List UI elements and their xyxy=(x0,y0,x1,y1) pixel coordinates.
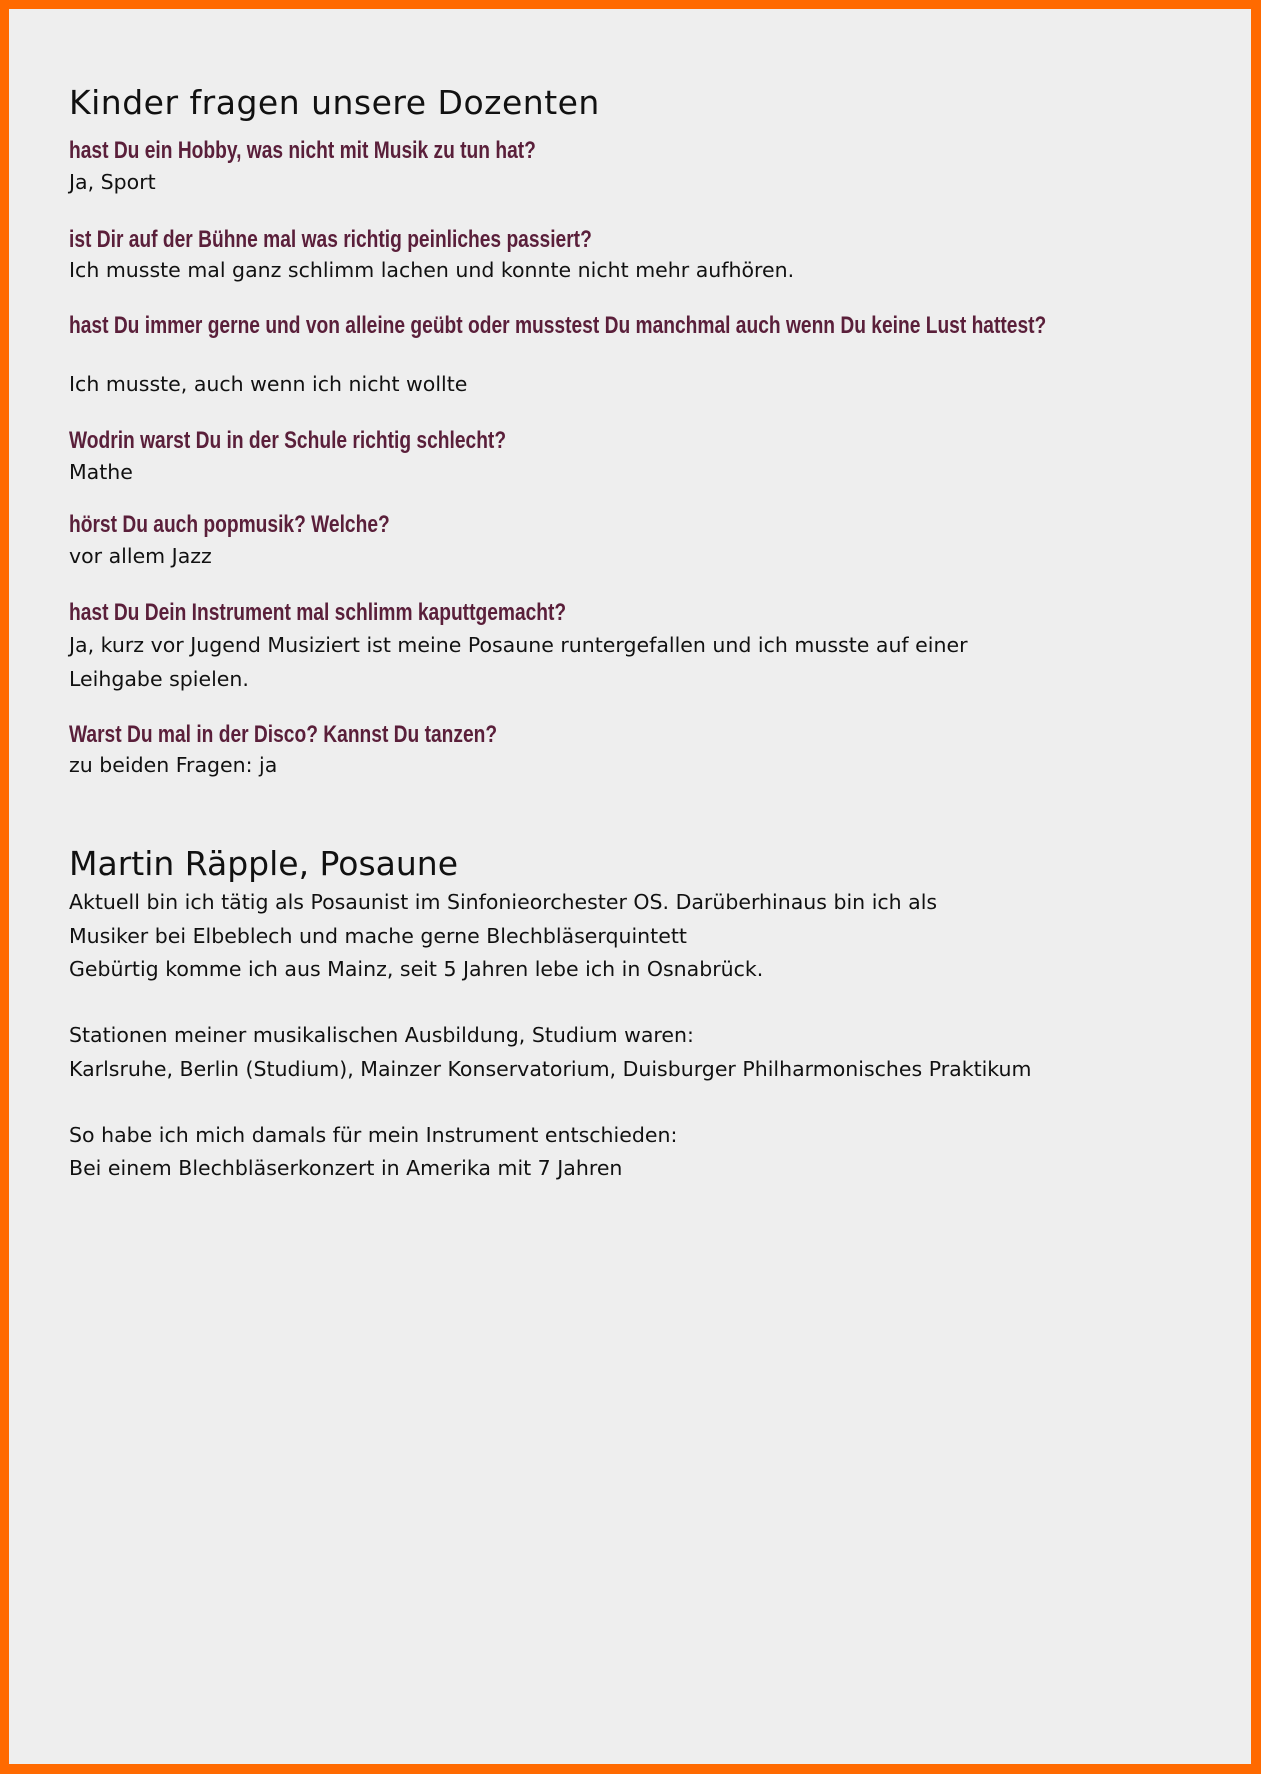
answer: Ich musste, auch wenn ich nicht wollte xyxy=(69,372,468,396)
document-page xyxy=(9,9,1251,1764)
question: hast Du ein Hobby, was nicht mit Musik zu tun hat? xyxy=(69,137,536,164)
answer: Mathe xyxy=(69,460,133,484)
profile-line: Musiker bei Elbeblech und mache gerne Blechbläserquintett xyxy=(69,924,687,948)
profile-line: Gebürtig komme ich aus Mainz, seit 5 Jahren lebe ich in Osnabrück. xyxy=(69,957,764,981)
profile-line: Stationen meiner musikalischen Ausbildung, Studium waren: xyxy=(69,1023,694,1047)
answer: Leihgabe spielen. xyxy=(69,667,249,691)
answer: Ja, Sport xyxy=(69,170,156,194)
profile-line: Aktuell bin ich tätig als Posaunist im Sinfonieorchester OS. Darüberhinaus bin ich als xyxy=(69,890,938,914)
question: Wodrin warst Du in der Schule richtig schlecht? xyxy=(69,427,507,454)
profile-line: So habe ich mich damals für mein Instrument entschieden: xyxy=(69,1123,678,1147)
question: ist Dir auf der Bühne mal was richtig peinliches passiert? xyxy=(69,226,592,253)
answer: vor allem Jazz xyxy=(69,544,212,568)
answer: zu beiden Fragen: ja xyxy=(69,753,278,777)
answer: Ich musste mal ganz schlimm lachen und konnte nicht mehr aufhören. xyxy=(69,258,795,282)
interview-title: Kinder fragen unsere Dozenten xyxy=(69,83,600,122)
profile-heading: Martin Räpple, Posaune xyxy=(69,844,459,883)
answer: Ja, kurz vor Jugend Musiziert ist meine Posaune runtergefallen und ich musste auf einer xyxy=(69,633,968,657)
question: Warst Du mal in der Disco? Kannst Du tanzen? xyxy=(69,721,498,748)
question: hörst Du auch popmusik? Welche? xyxy=(69,511,390,538)
question: hast Du immer gerne und von alleine geübt oder musstest Du manchmal auch wenn Du keine Lust hattest? xyxy=(69,312,1047,339)
question: hast Du Dein Instrument mal schlimm kaputtgemacht? xyxy=(69,599,567,626)
profile-line: Karlsruhe, Berlin (Studium), Mainzer Konservatorium, Duisburger Philharmonisches Praktikum xyxy=(69,1057,1032,1081)
profile-line: Bei einem Blechbläserkonzert in Amerika mit 7 Jahren xyxy=(69,1156,623,1180)
